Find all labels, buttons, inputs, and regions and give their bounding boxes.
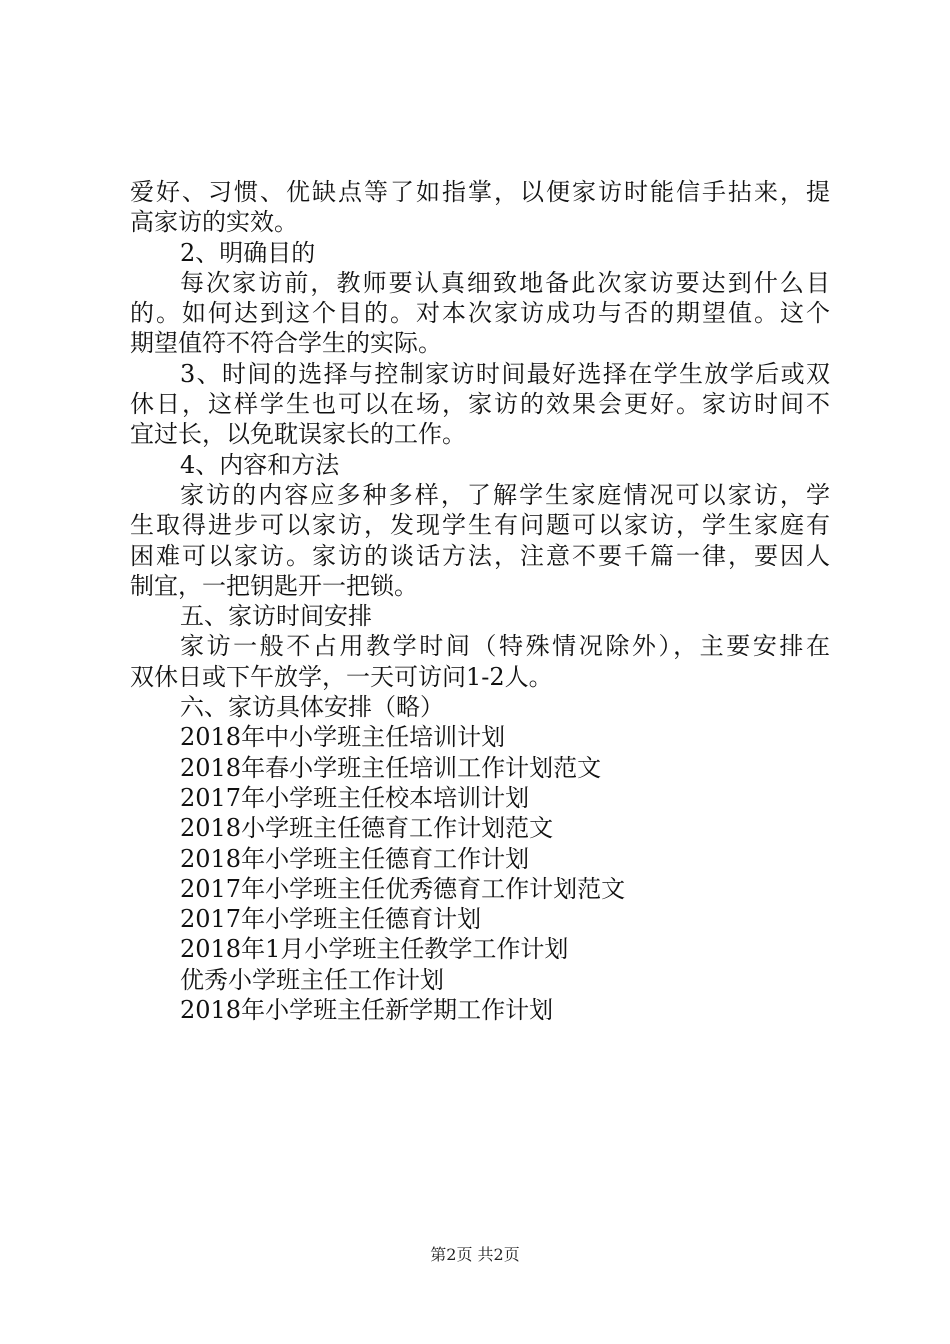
section-heading: 2、明确目的 [180, 238, 316, 267]
related-link[interactable]: 2018年中小学班主任培训计划 [180, 723, 506, 752]
body-line: 制宜，一把钥匙开一把锁。 [130, 571, 418, 600]
section-heading: 3、时间的选择与控制家访时间最好选择在学生放学后或双 [180, 359, 830, 388]
related-link[interactable]: 优秀小学班主任工作计划 [180, 965, 444, 994]
body-line: 期望值符不符合学生的实际。 [130, 329, 442, 358]
page-number-footer: 第2页 共2页 [430, 1245, 520, 1264]
body-line: 高家访的实效。 [130, 208, 298, 237]
related-link[interactable]: 2017年小学班主任校本培训计划 [180, 783, 530, 812]
body-line: 休日，这样学生也可以在场，家访的效果会更好。家访时间不 [130, 390, 830, 419]
section-heading: 六、家访具体安排（略） [180, 693, 444, 722]
body-line: 每次家访前，教师要认真细致地备此次家访要达到什么目 [180, 268, 830, 297]
body-line: 生取得进步可以家访，发现学生有问题可以家访，学生家庭有 [130, 511, 830, 540]
body-line: 爱好、习惯、优缺点等了如指掌，以便家访时能信手拈来，提 [130, 178, 830, 206]
related-link[interactable]: 2017年小学班主任德育计划 [180, 905, 482, 934]
body-line: 双休日或下午放学，一天可访问1-2人。 [130, 662, 553, 691]
related-links-list [130, 722, 830, 1025]
document-body [130, 177, 830, 1025]
related-link[interactable]: 2018小学班主任德育工作计划范文 [180, 814, 554, 843]
related-link[interactable]: 2018年1月小学班主任教学工作计划 [180, 935, 569, 964]
section-heading: 五、家访时间安排 [180, 602, 372, 631]
related-link[interactable]: 2018年小学班主任新学期工作计划 [180, 996, 554, 1025]
section-heading: 4、内容和方法 [180, 450, 340, 479]
related-link[interactable]: 2017年小学班主任优秀德育工作计划范文 [180, 874, 626, 903]
body-line: 家访的内容应多种多样，了解学生家庭情况可以家访，学 [180, 480, 830, 509]
related-link[interactable]: 2018年春小学班主任培训工作计划范文 [180, 753, 602, 782]
related-link[interactable]: 2018年小学班主任德育工作计划 [180, 844, 530, 873]
body-line: 宜过长，以免耽误家长的工作。 [130, 420, 466, 449]
body-line: 困难可以家访。家访的谈话方法，注意不要千篇一律，要因人 [130, 541, 830, 570]
body-line: 家访一般不占用教学时间（特殊情况除外），主要安排在 [180, 632, 830, 661]
body-line: 的。如何达到这个目的。对本次家访成功与否的期望值。这个 [130, 299, 830, 328]
